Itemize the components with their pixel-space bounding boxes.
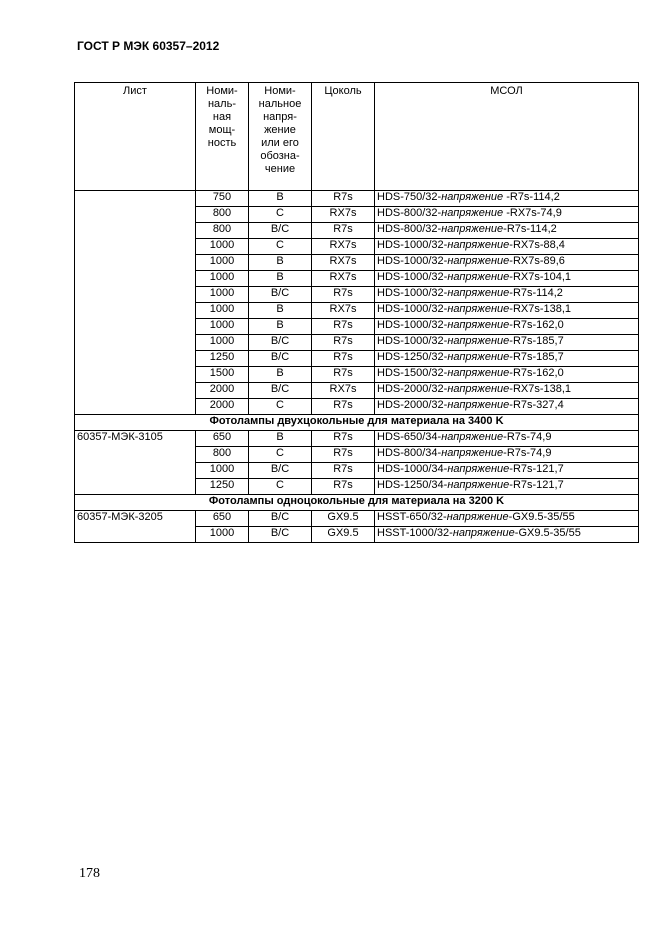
table-body [75, 191, 639, 543]
mcol-voltage-placeholder: напряжение [447, 271, 510, 283]
mcol-code-prefix: HDS-1500/32- [377, 367, 448, 379]
sheet-cell [75, 191, 196, 415]
mcol-code-suffix: -R7s-162,0 [509, 367, 564, 379]
voltage-cell: B/C [249, 287, 312, 303]
mcol-cell [375, 287, 639, 303]
voltage-cell: B/C [249, 223, 312, 239]
power-cell: 650 [196, 511, 249, 527]
mcol-code-suffix: -RX7s-138,1 [509, 303, 572, 315]
column-header-power-text: Номи- наль- ная мощ- ность [206, 85, 238, 149]
voltage-cell: B [249, 271, 312, 287]
mcol-cell [375, 367, 639, 383]
voltage-cell: B/C [249, 351, 312, 367]
mcol-cell [375, 447, 639, 463]
cap-cell: R7s [312, 479, 375, 495]
mcol-code-prefix: HDS-800/32- [377, 207, 442, 219]
cap-cell: R7s [312, 351, 375, 367]
mcol-voltage-placeholder: напряжение [446, 511, 509, 523]
voltage-cell: C [249, 207, 312, 223]
mcol-cell [375, 399, 639, 415]
mcol-code-prefix: HDS-1000/32- [377, 287, 448, 299]
voltage-cell: C [249, 239, 312, 255]
mcol-code-suffix: -R7s-162,0 [509, 319, 564, 331]
mcol-cell [375, 463, 639, 479]
mcol-code-suffix: -RX7s-74,9 [503, 207, 562, 219]
voltage-cell: B [249, 431, 312, 447]
power-cell: 800 [196, 223, 249, 239]
cap-cell: R7s [312, 191, 375, 207]
mcol-code-prefix: HDS-800/34- [377, 447, 442, 459]
mcol-code-prefix: HDS-1000/32- [377, 319, 448, 331]
sheet-cell: 60357-МЭК-3205 [75, 511, 196, 543]
mcol-voltage-placeholder: напряжение [447, 319, 510, 331]
mcol-voltage-placeholder: напряжение [447, 399, 510, 411]
mcol-cell [375, 351, 639, 367]
mcol-code-prefix: HDS-1000/32- [377, 303, 448, 315]
mcol-code-prefix: HDS-750/32- [377, 191, 442, 203]
table-row [75, 191, 639, 207]
document-header: ГОСТ Р МЭК 60357–2012 [77, 39, 220, 53]
cap-cell: GX9.5 [312, 511, 375, 527]
table-row [75, 511, 639, 527]
column-header-power [196, 83, 249, 191]
mcol-code-prefix: HDS-1000/34- [377, 463, 448, 475]
power-cell: 2000 [196, 383, 249, 399]
power-cell: 1250 [196, 351, 249, 367]
column-header-voltage-text: Номи- нальное напря- жение или его обозна- чение [258, 85, 302, 175]
mcol-cell [375, 319, 639, 335]
table-row [75, 431, 639, 447]
table-header [75, 83, 639, 191]
mcol-cell [375, 511, 639, 527]
power-cell: 1000 [196, 463, 249, 479]
mcol-code-prefix: HDS-1250/34- [377, 479, 448, 491]
mcol-code-suffix: -R7s-74,9 [503, 431, 552, 443]
power-cell: 1000 [196, 287, 249, 303]
sheet-cell: 60357-МЭК-3105 [75, 431, 196, 495]
cap-cell: R7s [312, 447, 375, 463]
cap-cell: R7s [312, 463, 375, 479]
power-cell: 800 [196, 207, 249, 223]
cap-cell: R7s [312, 367, 375, 383]
mcol-voltage-placeholder: напряжение [447, 239, 510, 251]
mcol-code-suffix: -RX7s-104,1 [509, 271, 572, 283]
section-title: Фотолампы двухцокольные для материала на 3400 K [75, 415, 639, 431]
voltage-cell: C [249, 447, 312, 463]
mcol-code-suffix: -R7s-114,2 [503, 191, 560, 203]
page-number: 178 [79, 866, 100, 881]
power-cell: 750 [196, 191, 249, 207]
mcol-code-suffix: -R7s-121,7 [509, 463, 564, 475]
column-header-mcol: МСОЛ [375, 83, 639, 191]
mcol-voltage-placeholder: напряжение [447, 287, 510, 299]
cap-cell: RX7s [312, 255, 375, 271]
voltage-cell: B [249, 367, 312, 383]
power-cell: 1000 [196, 239, 249, 255]
cap-cell: R7s [312, 335, 375, 351]
power-cell: 1000 [196, 319, 249, 335]
mcol-code-suffix: -R7s-185,7 [509, 351, 564, 363]
voltage-cell: B [249, 255, 312, 271]
voltage-cell: B/C [249, 463, 312, 479]
power-cell: 650 [196, 431, 249, 447]
mcol-code-suffix: -RX7s-138,1 [509, 383, 572, 395]
mcol-code-suffix: -R7s-121,7 [509, 479, 564, 491]
mcol-code-suffix: -R7s-114,2 [509, 287, 563, 299]
mcol-code-prefix: HDS-1000/32- [377, 239, 448, 251]
mcol-code-prefix: HSST-1000/32- [377, 527, 453, 539]
power-cell: 1000 [196, 255, 249, 271]
mcol-voltage-placeholder: напряжение [447, 383, 510, 395]
cap-cell: R7s [312, 399, 375, 415]
lamp-table [74, 82, 639, 543]
mcol-code-suffix: -R7s-327,4 [509, 399, 564, 411]
section-row [75, 415, 639, 431]
mcol-voltage-placeholder: напряжение [452, 527, 515, 539]
mcol-code-prefix: HDS-1000/32- [377, 271, 448, 283]
mcol-code-prefix: HDS-1250/32- [377, 351, 448, 363]
mcol-voltage-placeholder: напряжение [441, 191, 504, 203]
mcol-cell [375, 207, 639, 223]
voltage-cell: B [249, 303, 312, 319]
mcol-code-suffix: -R7s-74,9 [503, 447, 552, 459]
mcol-cell [375, 239, 639, 255]
cap-cell: R7s [312, 223, 375, 239]
mcol-voltage-placeholder: напряжение [447, 255, 510, 267]
mcol-cell [375, 335, 639, 351]
mcol-cell [375, 303, 639, 319]
voltage-cell: B/C [249, 335, 312, 351]
mcol-voltage-placeholder: напряжение [447, 303, 510, 315]
mcol-code-prefix: HSST-650/32- [377, 511, 447, 523]
cap-cell: GX9.5 [312, 527, 375, 543]
cap-cell: R7s [312, 431, 375, 447]
mcol-code-prefix: HDS-800/32- [377, 223, 442, 235]
mcol-voltage-placeholder: напряжение [447, 367, 510, 379]
mcol-voltage-placeholder: напряжение [441, 431, 504, 443]
power-cell: 1250 [196, 479, 249, 495]
mcol-code-prefix: HDS-2000/32- [377, 383, 448, 395]
cap-cell: RX7s [312, 383, 375, 399]
mcol-voltage-placeholder: напряжение [447, 335, 510, 347]
mcol-cell [375, 223, 639, 239]
mcol-code-prefix: HDS-1000/32- [377, 255, 448, 267]
mcol-cell [375, 255, 639, 271]
mcol-code-suffix: -R7s-185,7 [509, 335, 564, 347]
mcol-cell [375, 431, 639, 447]
mcol-voltage-placeholder: напряжение [447, 463, 510, 475]
power-cell: 800 [196, 447, 249, 463]
mcol-voltage-placeholder: напряжение [447, 351, 510, 363]
mcol-cell [375, 383, 639, 399]
voltage-cell: B [249, 191, 312, 207]
mcol-code-suffix: -GX9.5-35/55 [508, 511, 575, 523]
mcol-cell [375, 527, 639, 543]
voltage-cell: B/C [249, 527, 312, 543]
mcol-code-prefix: HDS-1000/32- [377, 335, 448, 347]
mcol-voltage-placeholder: напряжение [441, 447, 504, 459]
mcol-voltage-placeholder: напряжение [447, 479, 510, 491]
voltage-cell: B/C [249, 511, 312, 527]
cap-cell: R7s [312, 287, 375, 303]
mcol-code-suffix: -RX7s-88,4 [509, 239, 565, 251]
mcol-code-suffix: -GX9.5-35/55 [514, 527, 581, 539]
section-row [75, 495, 639, 511]
cap-cell: RX7s [312, 207, 375, 223]
mcol-voltage-placeholder: напряжение [441, 207, 504, 219]
cap-cell: RX7s [312, 271, 375, 287]
power-cell: 1000 [196, 527, 249, 543]
power-cell: 1500 [196, 367, 249, 383]
power-cell: 2000 [196, 399, 249, 415]
voltage-cell: B/C [249, 383, 312, 399]
power-cell: 1000 [196, 335, 249, 351]
voltage-cell: C [249, 479, 312, 495]
section-title: Фотолампы одноцокольные для материала на 3200 K [75, 495, 639, 511]
mcol-cell [375, 479, 639, 495]
mcol-cell [375, 191, 639, 207]
voltage-cell: C [249, 399, 312, 415]
voltage-cell: B [249, 319, 312, 335]
cap-cell: R7s [312, 319, 375, 335]
mcol-cell [375, 271, 639, 287]
mcol-voltage-placeholder: напряжение [441, 223, 504, 235]
power-cell: 1000 [196, 303, 249, 319]
cap-cell: RX7s [312, 303, 375, 319]
mcol-code-prefix: HDS-650/34- [377, 431, 442, 443]
mcol-code-suffix: -RX7s-89,6 [509, 255, 565, 267]
cap-cell: RX7s [312, 239, 375, 255]
power-cell: 1000 [196, 271, 249, 287]
mcol-code-prefix: HDS-2000/32- [377, 399, 448, 411]
column-header-cap: Цоколь [312, 83, 375, 191]
mcol-code-suffix: -R7s-114,2 [503, 223, 557, 235]
column-header-voltage [249, 83, 312, 191]
column-header-sheet: Лист [75, 83, 196, 191]
